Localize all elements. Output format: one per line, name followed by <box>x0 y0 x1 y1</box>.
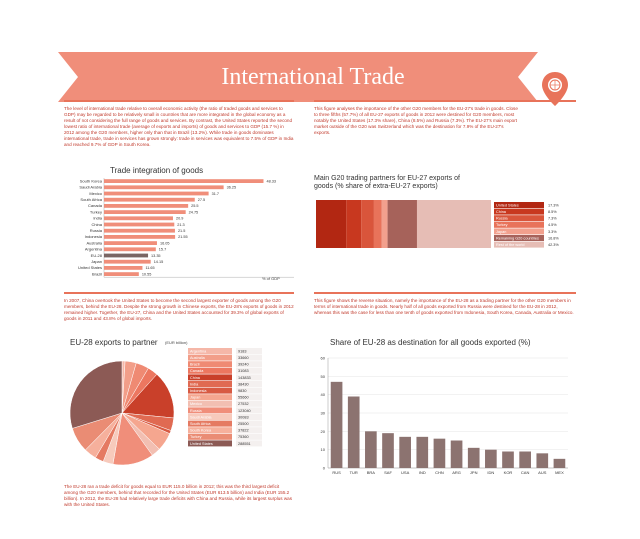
x-tick-label: CHN <box>435 470 444 475</box>
y-tick-label: 0 <box>322 465 325 471</box>
bar <box>554 459 566 468</box>
map-pin-icon <box>538 70 572 110</box>
bar <box>416 437 428 468</box>
legend-value: 37822 <box>238 428 249 433</box>
bar-value-label: 14.15 <box>153 260 164 264</box>
chart3-subtitle: (EUR billion) <box>165 340 188 345</box>
x-tick-label: MEX <box>555 470 564 475</box>
legend-value: 4.5% <box>548 223 557 228</box>
bar-label: Australia <box>86 240 102 246</box>
bar-label: Russia <box>89 228 102 233</box>
divider <box>64 292 294 294</box>
bar-value-label: 27.5 <box>197 198 206 202</box>
legend-label: Argentina <box>190 349 207 354</box>
divider <box>314 292 576 294</box>
bar-value-label: 20.9 <box>175 216 184 221</box>
legend-label: Canada <box>190 369 204 374</box>
stacked-segment <box>316 200 346 248</box>
bar-label: Argentina <box>84 246 102 252</box>
x-tick-label: SAF <box>384 470 392 475</box>
legend-value: 42.3% <box>548 243 559 247</box>
chart3-svg <box>64 345 294 483</box>
chart2-svg <box>314 200 576 260</box>
bar-label: Indonesia <box>84 234 102 240</box>
legend-value: 38430 <box>238 382 249 387</box>
bar <box>399 437 411 468</box>
legend-value: 55660 <box>238 395 249 400</box>
x-tick-label: RUS <box>332 470 341 475</box>
chart1-xlabel: % of GDP <box>262 276 280 281</box>
legend-value: 3.3% <box>548 229 557 234</box>
legend-label: Australia <box>190 356 205 360</box>
stacked-segment <box>346 200 361 248</box>
bar <box>104 229 175 233</box>
trade-integration-chart <box>64 178 294 283</box>
legend-value: 9183 <box>238 349 247 354</box>
x-tick-label: USA <box>401 470 410 475</box>
bar <box>104 266 142 270</box>
bar-value-label: 21.55 <box>178 235 188 240</box>
bar-label: Canada <box>87 203 102 209</box>
chart4-title: Share of EU-28 as destination for all goods exported (%) <box>330 338 531 347</box>
x-tick-label: BRA <box>366 470 375 475</box>
legend-value: 39240 <box>238 362 249 367</box>
bar-value-label: 16.05 <box>159 241 170 246</box>
legend-label: United States <box>190 441 213 446</box>
bar-value-label: 13.35 <box>151 253 161 258</box>
x-tick-label: ARG <box>452 470 461 475</box>
bar <box>382 433 394 468</box>
page-title: International Trade <box>221 64 405 90</box>
bar-value-label: 15.7 <box>158 247 167 252</box>
bar <box>104 260 151 264</box>
bar-value-label: 21.3 <box>177 222 185 227</box>
bar-label: South Africa <box>80 197 102 202</box>
chart1-title: Trade integration of goods <box>110 166 204 175</box>
legend-label: Remaining G20 countries <box>496 236 539 241</box>
legend-value: 30083 <box>238 415 249 420</box>
bar <box>104 179 263 183</box>
y-tick-label: 30 <box>320 410 325 416</box>
bar <box>104 216 173 220</box>
bar-label: Japan <box>91 259 102 264</box>
legend-value: 31083 <box>238 369 249 374</box>
bar-label: South Korea <box>79 178 102 184</box>
legend-label: Indonesia <box>190 389 207 393</box>
bar <box>104 272 139 276</box>
stacked-segment <box>361 200 374 248</box>
eu-partners-chart <box>314 200 576 260</box>
bar <box>434 439 446 468</box>
legend-value: 33660 <box>238 356 249 360</box>
legend-label: Turkey <box>190 435 202 440</box>
bar <box>348 397 360 469</box>
legend-label: Japan <box>496 229 507 234</box>
legend-label: Saudi Arabia <box>190 415 212 420</box>
bar <box>104 204 188 208</box>
legend-value: 123040 <box>238 408 251 413</box>
bar <box>104 254 148 258</box>
chart4-svg <box>314 348 576 488</box>
bar-value-label: 31.7 <box>211 191 220 196</box>
bar-label: EU-28 <box>90 252 102 258</box>
reverse-text: This figure shows the reverse situation, namely the importance of the EU-28 as a trading partner for the other G20 members in terms of international trade in goods. Nearly half of all goods exported from Russia were destined for the EU-28 in 2012, whereas this was the case for less than one tenth of goods exported from Indonesia, South Korea, Canada, Australia or Mexico. <box>314 298 574 315</box>
legend-value: 9830 <box>238 389 247 393</box>
x-tick-label: IND <box>418 470 426 475</box>
legend-label: India <box>190 382 199 387</box>
stacked-segment <box>388 200 417 248</box>
bar <box>331 382 343 468</box>
divider <box>64 100 294 102</box>
bar <box>468 448 480 468</box>
legend-value: 17.3% <box>548 203 559 208</box>
bar-value-label: 25.5 <box>191 204 199 209</box>
bar <box>485 450 497 468</box>
legend-value: 8.5% <box>548 210 557 214</box>
eu-destination-bar-chart <box>314 348 576 488</box>
x-tick-label: AUS <box>538 470 547 475</box>
legend-label: Brazil <box>190 362 200 367</box>
legend-value: 75360 <box>238 435 249 440</box>
bar <box>104 210 186 214</box>
eu-exports-pie-chart <box>64 345 294 483</box>
stacked-segment <box>374 200 382 248</box>
legend-value: 16.8% <box>548 236 559 241</box>
legend-value: 143833 <box>238 375 251 380</box>
bar-value-label: 48.33 <box>266 179 277 184</box>
stacked-segment <box>417 200 491 248</box>
bar <box>104 235 175 239</box>
bar-label: Saudi Arabia <box>79 184 102 190</box>
bar <box>536 453 548 468</box>
deficit-text: The EU-28 ran a trade deficit for goods equal to EUR 115.0 billion in 2012; this was the third largest deficit among the G20 members, behind that recorded for the United States (EUR 613.5 billion) and India (EUR 155.2 billion). In 2012, the EU-28 had relatively large trade deficits with China and Russia, while its largest surplus was with the United States. <box>64 484 293 507</box>
bar-value-label: 11.65 <box>145 266 155 271</box>
legend-label: China <box>190 375 200 380</box>
bar-value-label: 21.5 <box>177 229 186 233</box>
bar-value-label: 10.55 <box>141 272 152 277</box>
bar-label: Turkey <box>89 209 102 215</box>
eu-partners-text: This figure analyses the importance of the other G20 members for the EU-27's trade in goods. Close to three fifths (57.7%) of all EU-27 exports of goods in 2012 were destined for G20 members, most notably the United States (17.3% share), China (8.5%) and Russia (7.3%). The EU-27's main export market outside of the G20 was Switzerland which was the destination for 7.9% of the EU-27's exports. <box>314 106 518 135</box>
y-tick-label: 60 <box>320 355 325 361</box>
bar <box>104 185 224 189</box>
bar-label: China <box>91 221 102 227</box>
y-tick-label: 40 <box>320 392 325 398</box>
bar <box>365 431 377 468</box>
legend-value: 25500 <box>238 422 249 426</box>
legend-label: Mexico <box>190 402 203 407</box>
bar-label: India <box>93 215 102 221</box>
bar <box>104 198 195 202</box>
divider <box>314 100 576 102</box>
intro-text: The level of international trade relative to overall economic activity (the ratio of traded goods and services to GDP) may be regarded to be relatively small in countries that are more integrated in the global economy as a result of not considering the full range of goods and services. By contrast, the United States reported the second lowest ratio of international trade (average of exports and imports) of goods and services to GDP (15.7 %) in 2012 among the G20 members, higher only than that in Brazil (13.2%). While trade in goods dominates international trade, trade in services has grown strongly: trade in services was equivalent to 7.5% of GDP in India and reached 9.7% of GDP in South Korea. <box>64 106 294 147</box>
bar <box>104 241 157 245</box>
legend-label: China <box>496 210 506 214</box>
x-tick-label: KOR <box>503 470 513 475</box>
stacked-segment <box>382 200 388 248</box>
legend-value: 288551 <box>238 441 251 446</box>
x-tick-label: IDN <box>487 470 495 475</box>
bar <box>519 452 531 469</box>
legend-label: Russia <box>496 216 508 221</box>
bar <box>502 452 514 469</box>
y-tick-label: 50 <box>320 373 325 379</box>
bar-value-label: 36.25 <box>226 185 237 190</box>
legend-value: 7.3% <box>548 216 557 221</box>
legend-label: Turkey <box>496 223 508 228</box>
chart3-title: EU-28 exports to partner <box>70 338 158 347</box>
chart2-title: Main G20 trading partners for EU-27 exports of goods (% share of extra-EU-27 exports) <box>314 175 460 190</box>
bar <box>104 223 174 227</box>
bar <box>104 192 209 196</box>
legend-value: 27532 <box>238 402 249 407</box>
chart1-svg <box>64 178 294 283</box>
y-tick-label: 10 <box>320 447 325 453</box>
legend-label: United States <box>496 203 519 208</box>
legend-label: Rest of the world <box>496 243 525 247</box>
legend-label: South Africa <box>190 422 211 426</box>
bar-label: Mexico <box>89 190 102 196</box>
x-tick-label: CAN <box>520 470 530 475</box>
x-tick-label: TUR <box>349 470 358 475</box>
bar-label: United States <box>77 265 102 271</box>
bar <box>451 441 463 469</box>
legend-label: South Korea <box>190 428 212 433</box>
x-tick-label: JPN <box>469 470 478 475</box>
bar <box>104 247 156 251</box>
bar-label: Brazil <box>91 271 102 277</box>
china-text: In 2007, China overtook the United States to become the second largest exporter of goods among the G20 members, behind the EU-28. Despite the strong growth in Chinese exports, the EU-28's exports of goods in 2012 remained higher. Together, the EU-27, China and the United States accounted for 39.3% of global exports of goods in 2011 and 43.8% of global imports. <box>64 298 294 321</box>
legend-label: Japan <box>190 395 201 400</box>
y-tick-label: 20 <box>320 428 325 434</box>
bar-value-label: 24.75 <box>188 210 199 215</box>
legend-label: Russia <box>190 408 202 413</box>
